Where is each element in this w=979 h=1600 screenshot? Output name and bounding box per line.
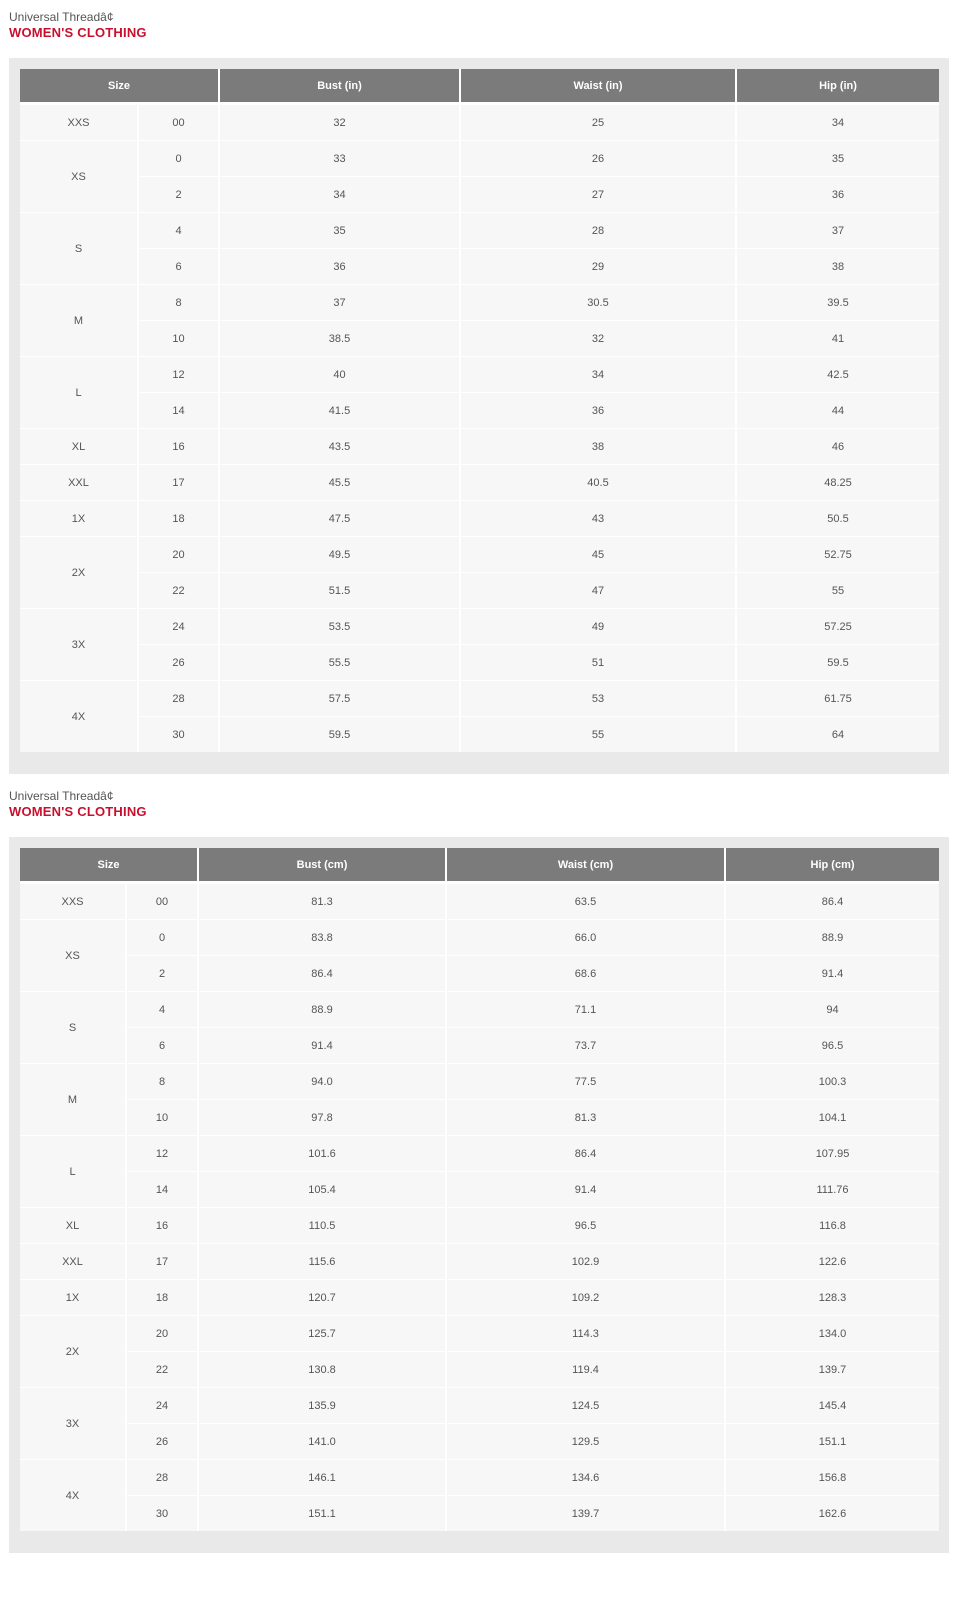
bust-cell: 110.5 — [197, 1207, 445, 1243]
bust-cell: 32 — [218, 104, 459, 140]
size-table-inches — [20, 69, 939, 752]
hip-cell: 111.76 — [724, 1171, 939, 1207]
bust-cell: 36 — [218, 248, 459, 284]
table-row — [20, 536, 939, 572]
waist-cell: 27 — [459, 176, 735, 212]
table-row — [20, 1027, 939, 1063]
bust-cell: 53.5 — [218, 608, 459, 644]
size-number-cell: 22 — [137, 572, 218, 608]
table-row — [20, 955, 939, 991]
size-number-cell: 00 — [125, 883, 197, 919]
table-row — [20, 883, 939, 919]
bust-cell: 130.8 — [197, 1351, 445, 1387]
table-row — [20, 991, 939, 1027]
bust-cell: 94.0 — [197, 1063, 445, 1099]
bust-cell: 40 — [218, 356, 459, 392]
hip-cell: 61.75 — [735, 680, 939, 716]
size-table-cm — [20, 848, 939, 1531]
size-letter-cell: S — [20, 991, 125, 1063]
size-letter-cell: L — [20, 1135, 125, 1207]
size-letter-cell: XXS — [20, 883, 125, 919]
hip-cell: 91.4 — [724, 955, 939, 991]
size-letter-cell: S — [20, 212, 137, 284]
hip-cell: 100.3 — [724, 1063, 939, 1099]
size-number-cell: 18 — [137, 500, 218, 536]
waist-cell: 47 — [459, 572, 735, 608]
hip-cell: 52.75 — [735, 536, 939, 572]
bust-cell: 49.5 — [218, 536, 459, 572]
bust-cell: 101.6 — [197, 1135, 445, 1171]
size-letter-cell: 1X — [20, 1279, 125, 1315]
brand-name: Universal Threadâ¢ — [9, 789, 114, 803]
bust-cell: 125.7 — [197, 1315, 445, 1351]
table-panel — [9, 837, 949, 1553]
size-letter-cell: 3X — [20, 608, 137, 680]
bust-cell: 55.5 — [218, 644, 459, 680]
hip-cell: 48.25 — [735, 464, 939, 500]
category-title: WOMEN'S CLOTHING — [9, 25, 147, 40]
waist-cell: 30.5 — [459, 284, 735, 320]
size-letter-cell: M — [20, 284, 137, 356]
bust-cell: 38.5 — [218, 320, 459, 356]
waist-cell: 68.6 — [445, 955, 724, 991]
size-number-cell: 6 — [125, 1027, 197, 1063]
table-row — [20, 716, 939, 752]
hip-cell: 145.4 — [724, 1387, 939, 1423]
table-row — [20, 1315, 939, 1351]
bust-cell: 115.6 — [197, 1243, 445, 1279]
hip-cell: 139.7 — [724, 1351, 939, 1387]
table-row — [20, 1495, 939, 1531]
size-letter-cell: XS — [20, 140, 137, 212]
size-number-cell: 30 — [137, 716, 218, 752]
waist-cell: 114.3 — [445, 1315, 724, 1351]
hip-cell: 116.8 — [724, 1207, 939, 1243]
size-number-cell: 20 — [125, 1315, 197, 1351]
waist-cell: 124.5 — [445, 1387, 724, 1423]
hip-cell: 36 — [735, 176, 939, 212]
size-number-cell: 10 — [125, 1099, 197, 1135]
table-row — [20, 1387, 939, 1423]
size-letter-cell: 1X — [20, 500, 137, 536]
waist-cell: 77.5 — [445, 1063, 724, 1099]
hip-cell: 104.1 — [724, 1099, 939, 1135]
hip-cell: 46 — [735, 428, 939, 464]
header-bust: Bust (in) — [218, 69, 459, 104]
hip-cell: 122.6 — [724, 1243, 939, 1279]
category-title: WOMEN'S CLOTHING — [9, 804, 147, 819]
bust-cell: 51.5 — [218, 572, 459, 608]
bust-cell: 105.4 — [197, 1171, 445, 1207]
table-body — [20, 104, 939, 752]
waist-cell: 26 — [459, 140, 735, 176]
waist-cell: 134.6 — [445, 1459, 724, 1495]
bust-cell: 135.9 — [197, 1387, 445, 1423]
waist-cell: 40.5 — [459, 464, 735, 500]
header-bust: Bust (cm) — [197, 848, 445, 883]
table-row — [20, 212, 939, 248]
header-size: Size — [20, 69, 218, 104]
hip-cell: 151.1 — [724, 1423, 939, 1459]
size-letter-cell: XXS — [20, 104, 137, 140]
hip-cell: 107.95 — [724, 1135, 939, 1171]
bust-cell: 83.8 — [197, 919, 445, 955]
table-row — [20, 644, 939, 680]
size-number-cell: 12 — [125, 1135, 197, 1171]
hip-cell: 35 — [735, 140, 939, 176]
header-hip: Hip (in) — [735, 69, 939, 104]
size-number-cell: 8 — [125, 1063, 197, 1099]
hip-cell: 57.25 — [735, 608, 939, 644]
table-row — [20, 284, 939, 320]
size-number-cell: 24 — [125, 1387, 197, 1423]
table-row — [20, 464, 939, 500]
waist-cell: 109.2 — [445, 1279, 724, 1315]
size-number-cell: 26 — [137, 644, 218, 680]
size-letter-cell: L — [20, 356, 137, 428]
size-number-cell: 2 — [125, 955, 197, 991]
waist-cell: 63.5 — [445, 883, 724, 919]
bust-cell: 37 — [218, 284, 459, 320]
size-number-cell: 22 — [125, 1351, 197, 1387]
hip-cell: 41 — [735, 320, 939, 356]
bust-cell: 43.5 — [218, 428, 459, 464]
bust-cell: 57.5 — [218, 680, 459, 716]
waist-cell: 43 — [459, 500, 735, 536]
size-letter-cell: XS — [20, 919, 125, 991]
bust-cell: 34 — [218, 176, 459, 212]
size-number-cell: 8 — [137, 284, 218, 320]
size-number-cell: 12 — [137, 356, 218, 392]
size-number-cell: 4 — [137, 212, 218, 248]
table-row — [20, 1063, 939, 1099]
waist-cell: 73.7 — [445, 1027, 724, 1063]
table-row — [20, 1099, 939, 1135]
size-letter-cell: 3X — [20, 1387, 125, 1459]
header-waist: Waist (cm) — [445, 848, 724, 883]
waist-cell: 28 — [459, 212, 735, 248]
table-row — [20, 176, 939, 212]
table-row — [20, 572, 939, 608]
hip-cell: 162.6 — [724, 1495, 939, 1531]
table-row — [20, 356, 939, 392]
size-number-cell: 28 — [125, 1459, 197, 1495]
table-row — [20, 608, 939, 644]
table-row — [20, 320, 939, 356]
hip-cell: 86.4 — [724, 883, 939, 919]
hip-cell: 39.5 — [735, 284, 939, 320]
bust-cell: 35 — [218, 212, 459, 248]
size-letter-cell: 4X — [20, 680, 137, 752]
size-number-cell: 6 — [137, 248, 218, 284]
table-row — [20, 680, 939, 716]
hip-cell: 59.5 — [735, 644, 939, 680]
brand-name: Universal Threadâ¢ — [9, 10, 114, 24]
table-row — [20, 919, 939, 955]
hip-cell: 55 — [735, 572, 939, 608]
bust-cell: 45.5 — [218, 464, 459, 500]
hip-cell: 94 — [724, 991, 939, 1027]
waist-cell: 29 — [459, 248, 735, 284]
table-panel — [9, 58, 949, 774]
hip-cell: 96.5 — [724, 1027, 939, 1063]
header-waist: Waist (in) — [459, 69, 735, 104]
size-letter-cell: XL — [20, 428, 137, 464]
bust-cell: 91.4 — [197, 1027, 445, 1063]
waist-cell: 81.3 — [445, 1099, 724, 1135]
bust-cell: 81.3 — [197, 883, 445, 919]
table-row — [20, 1243, 939, 1279]
table-row — [20, 1207, 939, 1243]
size-number-cell: 14 — [137, 392, 218, 428]
hip-cell: 156.8 — [724, 1459, 939, 1495]
waist-cell: 32 — [459, 320, 735, 356]
size-letter-cell: 4X — [20, 1459, 125, 1531]
waist-cell: 49 — [459, 608, 735, 644]
size-number-cell: 24 — [137, 608, 218, 644]
waist-cell: 139.7 — [445, 1495, 724, 1531]
waist-cell: 102.9 — [445, 1243, 724, 1279]
size-letter-cell: XXL — [20, 464, 137, 500]
bust-cell: 146.1 — [197, 1459, 445, 1495]
waist-cell: 55 — [459, 716, 735, 752]
hip-cell: 38 — [735, 248, 939, 284]
waist-cell: 129.5 — [445, 1423, 724, 1459]
size-number-cell: 18 — [125, 1279, 197, 1315]
size-number-cell: 16 — [125, 1207, 197, 1243]
size-number-cell: 17 — [137, 464, 218, 500]
waist-cell: 91.4 — [445, 1171, 724, 1207]
table-row — [20, 1351, 939, 1387]
size-letter-cell: M — [20, 1063, 125, 1135]
waist-cell: 36 — [459, 392, 735, 428]
bust-cell: 86.4 — [197, 955, 445, 991]
waist-cell: 45 — [459, 536, 735, 572]
table-body — [20, 883, 939, 1531]
bust-cell: 33 — [218, 140, 459, 176]
waist-cell: 51 — [459, 644, 735, 680]
waist-cell: 66.0 — [445, 919, 724, 955]
header-hip: Hip (cm) — [724, 848, 939, 883]
table-row — [20, 140, 939, 176]
hip-cell: 34 — [735, 104, 939, 140]
waist-cell: 71.1 — [445, 991, 724, 1027]
bust-cell: 47.5 — [218, 500, 459, 536]
table-row — [20, 104, 939, 140]
table-row — [20, 1423, 939, 1459]
size-number-cell: 26 — [125, 1423, 197, 1459]
bust-cell: 59.5 — [218, 716, 459, 752]
size-number-cell: 0 — [137, 140, 218, 176]
size-number-cell: 16 — [137, 428, 218, 464]
bust-cell: 97.8 — [197, 1099, 445, 1135]
table-row — [20, 1279, 939, 1315]
size-number-cell: 00 — [137, 104, 218, 140]
table-row — [20, 248, 939, 284]
waist-cell: 86.4 — [445, 1135, 724, 1171]
waist-cell: 119.4 — [445, 1351, 724, 1387]
bust-cell: 151.1 — [197, 1495, 445, 1531]
size-letter-cell: XXL — [20, 1243, 125, 1279]
table-row — [20, 1459, 939, 1495]
bust-cell: 120.7 — [197, 1279, 445, 1315]
hip-cell: 134.0 — [724, 1315, 939, 1351]
size-letter-cell: XL — [20, 1207, 125, 1243]
table-row — [20, 500, 939, 536]
size-letter-cell: 2X — [20, 1315, 125, 1387]
table-row — [20, 392, 939, 428]
hip-cell: 64 — [735, 716, 939, 752]
size-number-cell: 17 — [125, 1243, 197, 1279]
header-size: Size — [20, 848, 197, 883]
size-number-cell: 4 — [125, 991, 197, 1027]
hip-cell: 50.5 — [735, 500, 939, 536]
size-letter-cell: 2X — [20, 536, 137, 608]
waist-cell: 34 — [459, 356, 735, 392]
size-number-cell: 30 — [125, 1495, 197, 1531]
size-number-cell: 28 — [137, 680, 218, 716]
size-number-cell: 14 — [125, 1171, 197, 1207]
table-row — [20, 428, 939, 464]
table-row — [20, 1135, 939, 1171]
bust-cell: 41.5 — [218, 392, 459, 428]
waist-cell: 25 — [459, 104, 735, 140]
waist-cell: 38 — [459, 428, 735, 464]
hip-cell: 128.3 — [724, 1279, 939, 1315]
hip-cell: 37 — [735, 212, 939, 248]
hip-cell: 44 — [735, 392, 939, 428]
bust-cell: 88.9 — [197, 991, 445, 1027]
hip-cell: 42.5 — [735, 356, 939, 392]
size-number-cell: 20 — [137, 536, 218, 572]
waist-cell: 53 — [459, 680, 735, 716]
size-number-cell: 10 — [137, 320, 218, 356]
bust-cell: 141.0 — [197, 1423, 445, 1459]
waist-cell: 96.5 — [445, 1207, 724, 1243]
size-number-cell: 0 — [125, 919, 197, 955]
table-row — [20, 1171, 939, 1207]
size-number-cell: 2 — [137, 176, 218, 212]
hip-cell: 88.9 — [724, 919, 939, 955]
